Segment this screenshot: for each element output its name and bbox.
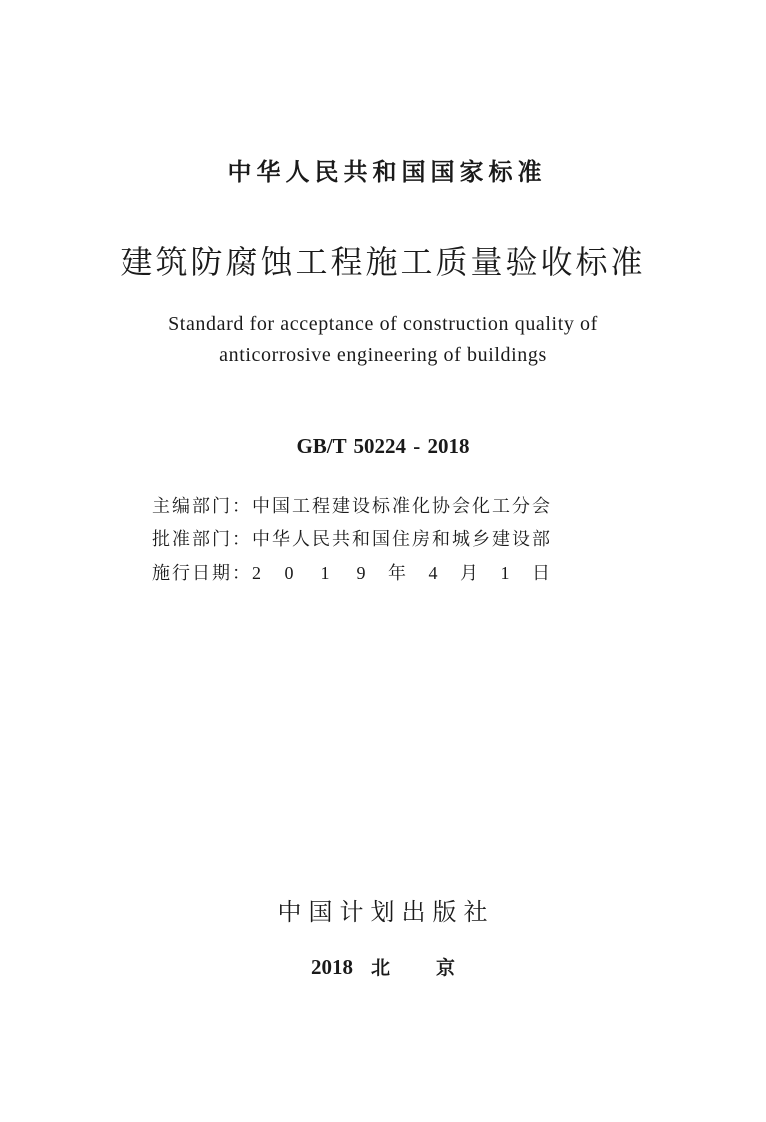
series-title: 中华人民共和国国家标准	[227, 158, 547, 186]
english-title-line-1: Standard for acceptance of construction quality of	[168, 313, 598, 335]
publisher-name: 中国计划出版社	[277, 898, 495, 926]
english-title-line-2: anticorrosive engineering of buildings	[219, 344, 547, 366]
date-day: 1	[500, 563, 512, 583]
date-year-digit-4: 9	[356, 563, 368, 583]
effective-date-row	[152, 560, 560, 587]
date-month-unit: 月	[460, 563, 480, 584]
date-month: 4	[428, 563, 440, 583]
effective-date-label: 施行日期：	[152, 563, 252, 584]
approver-department-row	[152, 527, 552, 553]
date-year-digit-3: 1	[320, 563, 332, 583]
standard-code: GB/T 50224 - 2018	[296, 434, 470, 458]
date-year-digit-2: 0	[284, 563, 296, 583]
editor-department-row	[152, 494, 552, 520]
editor-department-label: 主编部门：	[152, 496, 252, 517]
main-title: 建筑防腐蚀工程施工质量验收标准	[120, 243, 646, 281]
publication-city-part-2: 京	[436, 957, 456, 979]
approver-department-value: 中华人民共和国住房和城乡建设部	[252, 529, 552, 550]
date-day-unit: 日	[532, 563, 552, 584]
effective-date-value	[252, 560, 560, 587]
publication-year: 2018	[310, 955, 353, 979]
editor-department-value: 中国工程建设标准化协会化工分会	[252, 496, 552, 517]
publication-city-part-1: 北	[370, 957, 390, 979]
date-year-digit-1: 2	[252, 563, 263, 583]
publication-year-place	[0, 953, 766, 982]
approver-department-label: 批准部门：	[152, 529, 252, 550]
date-year-unit: 年	[388, 563, 408, 584]
